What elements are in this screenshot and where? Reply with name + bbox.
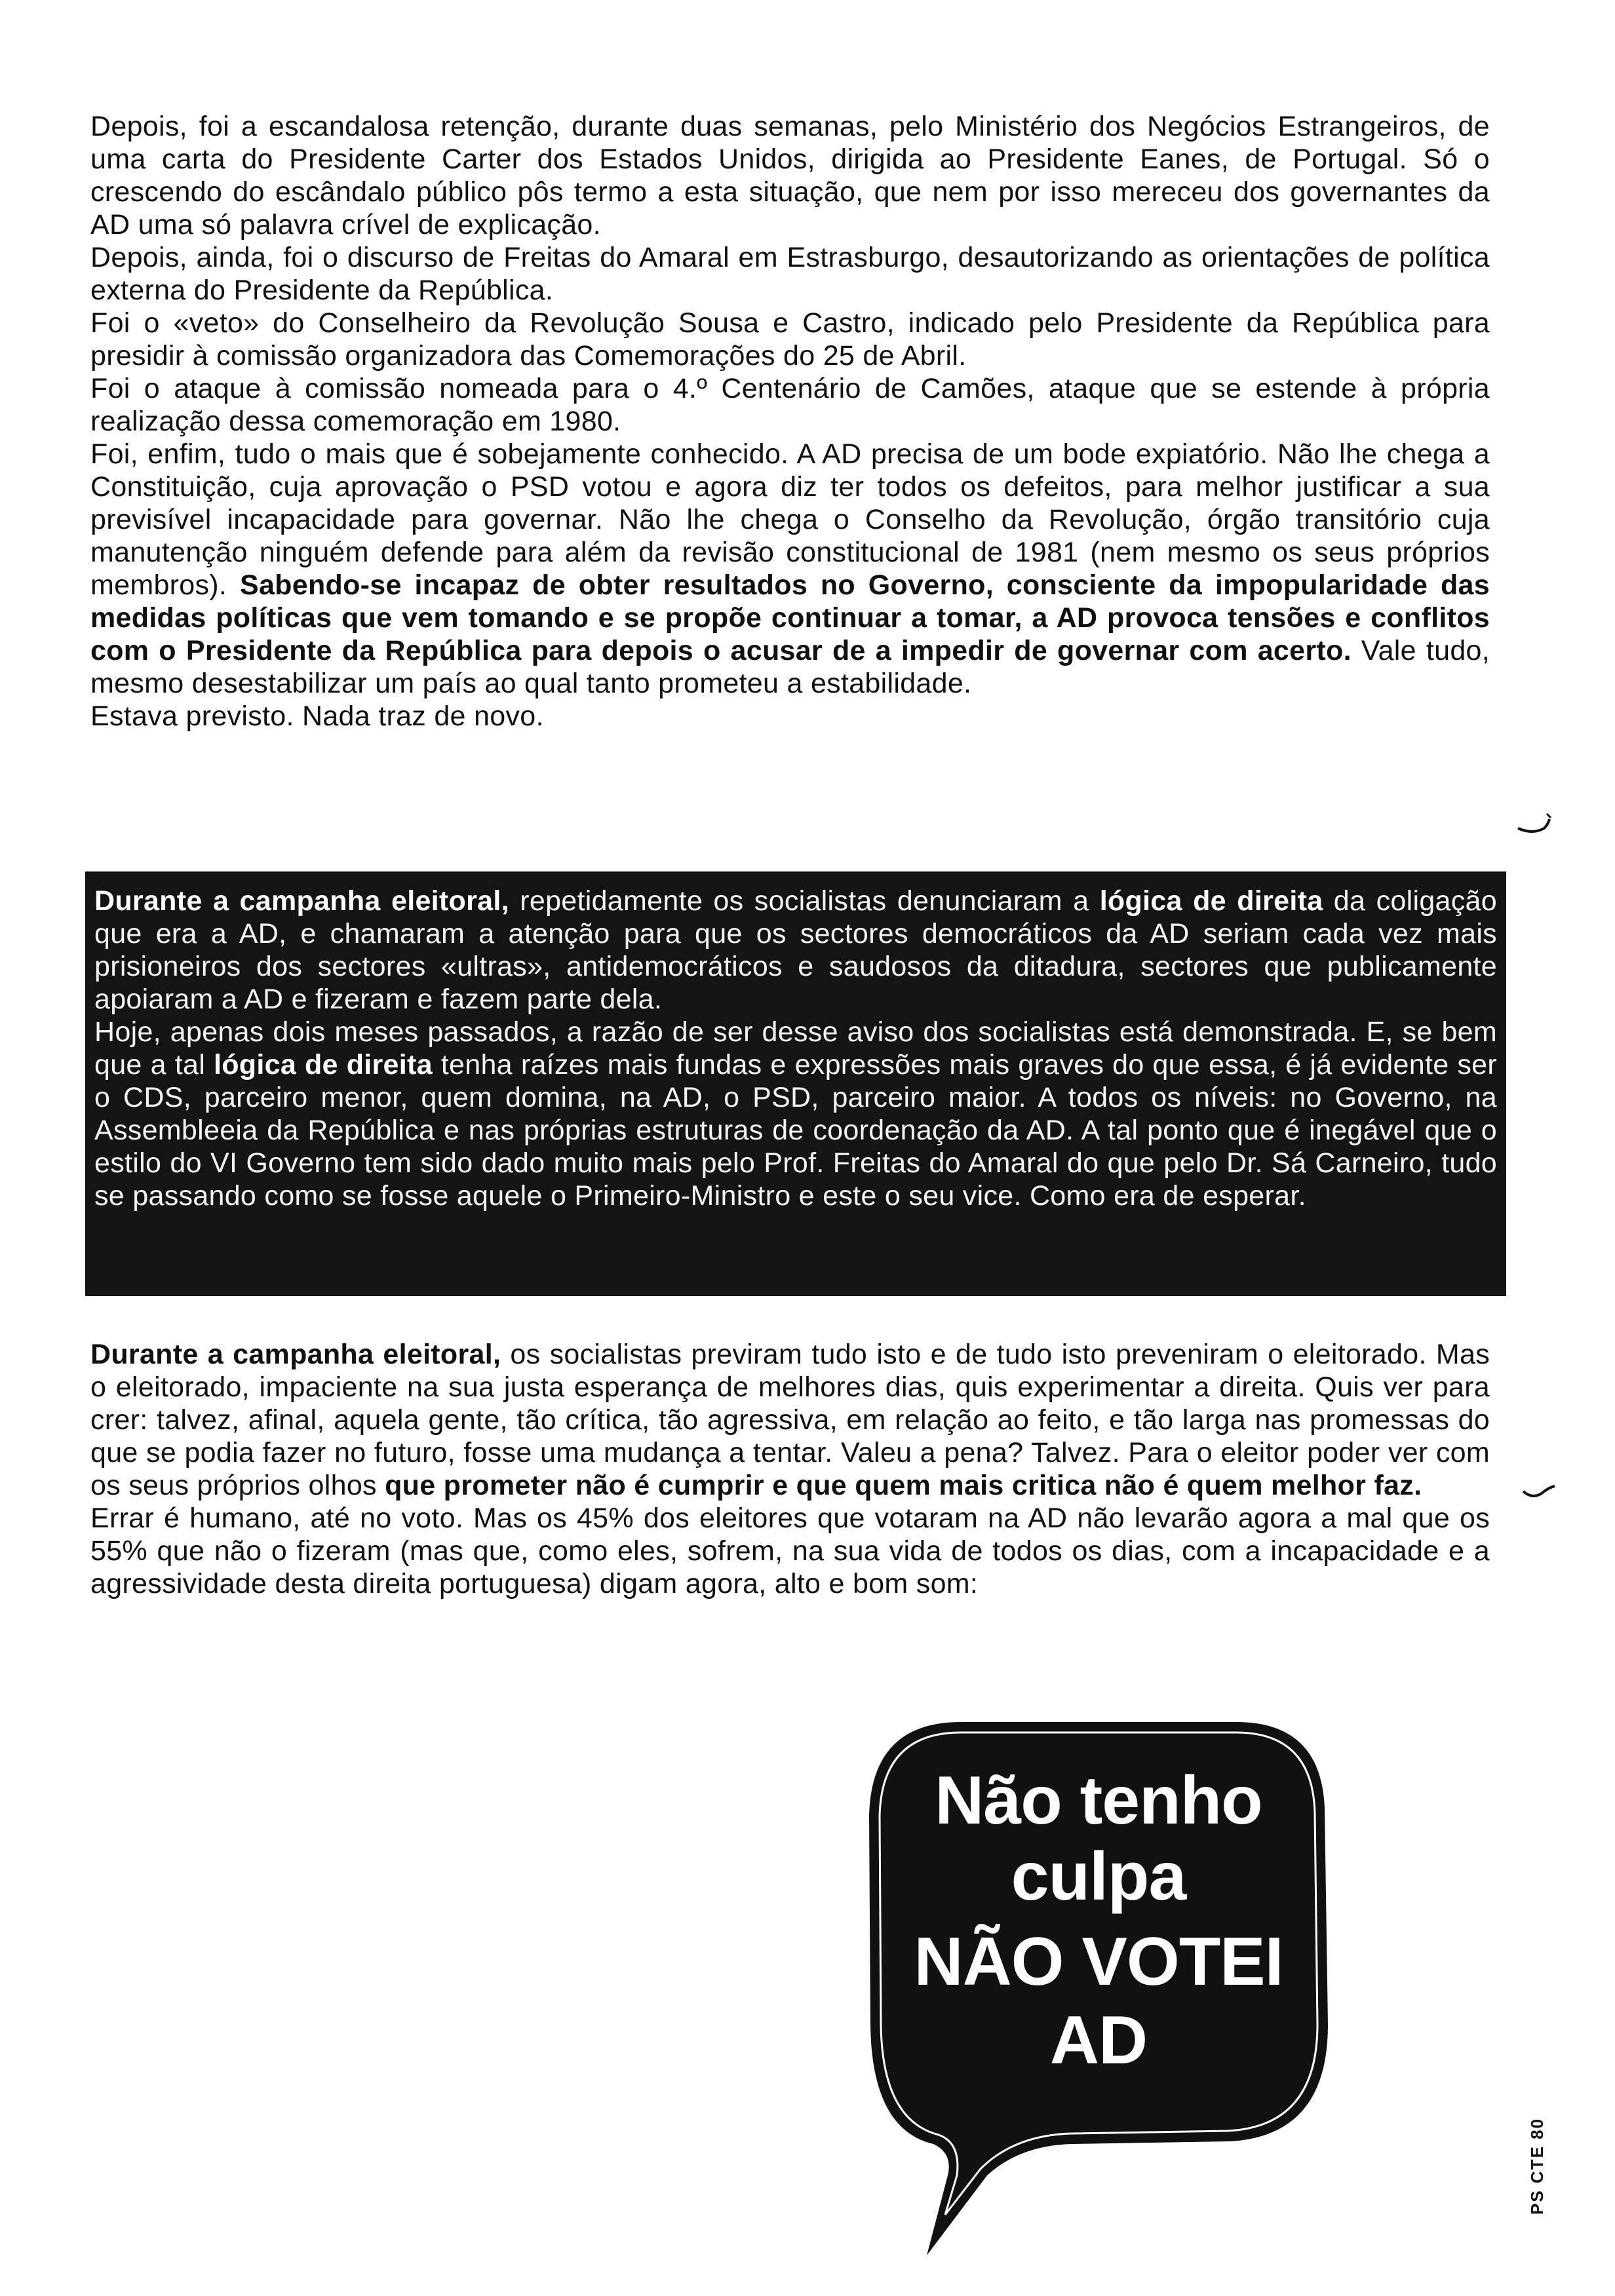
closing-paragraph: Errar é humano, até no voto. Mas os 45% dos eleitores que votaram na AD não levarão agora a mal que os 55% que não o fizeram (mas que, como eles, sofrem, na sua vida de todos os dias, com a incapacidade e a agressividade desta direita portuguesa) digam agora, alto e bom som:: [90, 1502, 1490, 1599]
imprint-code: PS CTE 80: [1527, 2117, 1547, 2215]
intro-paragraph: Foi o «veto» do Conselheiro da Revolução Sousa e Castro, indicado pelo Presidente da República para presidir à comissão organizadora das Comemorações do 25 de Abril.: [90, 307, 1490, 372]
closing-section: [90, 1338, 1490, 1600]
intro-final-bold-text: Sabendo-se incapaz de obter resultados no Governo, consciente da impopularidade das medidas políticas que vem tomando e se propõe continuar a tomar, a AD provoca tensões e conflitos com o Presidente da República para depois o acusar de a impedir de governar com acerto.: [90, 569, 1490, 666]
campaign-highlight-box: [85, 871, 1506, 1296]
slogan-line: AD: [1049, 2002, 1148, 2078]
slogan-line: NÃO VOTEI: [914, 1924, 1283, 2000]
campaign-box-text-segment: da coligação que era a AD, e chamaram a atenção para que os sectores democráticos da AD seriam cada vez mais prisioneiros dos sectores «ultras», antidemocráticos e saudosos da ditadura, sectores que publicamente apoiaram a AD e fizeram e fazem parte dela.: [94, 885, 1497, 1015]
campaign-box-text-segment: repetidamente os socialistas denunciaram a: [509, 885, 1100, 917]
margin-pen-mark: [1515, 805, 1555, 837]
slogan-line: Não tenho: [935, 1763, 1262, 1839]
intro-paragraph: Depois, foi a escandalosa retenção, durante duas semanas, pelo Ministério dos Negócios Estrangeiros, de uma carta do Presidente Carter dos Estados Unidos, dirigida ao Presidente Eanes, de Portugal. Só o crescendo do escândalo público pôs termo a esta situação, que nem por isso mereceu dos governantes da AD uma só palavra crível de explicação.: [90, 111, 1490, 240]
campaign-box-text: [94, 885, 1497, 1212]
margin-pen-mark: [1521, 1478, 1557, 1504]
intro-final-tail-text: Vale tudo, mesmo desestabilizar um país ao qual tanto prometeu a estabilidade.: [90, 635, 1490, 699]
closing-text-segment: os socialistas previram tudo isto e de tudo isto preveniram o eleitorado. Mas o eleitorado, impaciente na sua justa esperança de melhores dias, quis experimentar a direita. Quis ver para crer: talvez, afinal, aquela gente, tão crítica, tão agressiva, em relação ao feito, e tão larga nas promessas do que se podia fazer no futuro, fosse uma mudança a tentar. Valeu a pena? Talvez. Para o eleitor poder ver com os seus próprios olhos: [90, 1339, 1490, 1501]
intro-closing-line: Estava previsto. Nada traz de novo.: [90, 700, 544, 732]
closing-lead: Durante a campanha eleitoral,: [90, 1339, 501, 1370]
closing-bold-phrase: que prometer não é cumprir e que quem mais critica não é quem melhor faz.: [385, 1470, 1422, 1501]
slogan-speech-bubble: [863, 1717, 1334, 2261]
closing-paragraph: [90, 1338, 1490, 1502]
campaign-box-bold-phrase: lógica de direita: [213, 1049, 433, 1081]
campaign-box-text-segment: tenha raízes mais fundas e expressões mais graves do que essa, é já evidente ser o CDS, parceiro menor, quem domina, na AD, o PSD, parceiro maior. A todos os níveis: no Governo, na Assembleeia da República e nas próprias estruturas de coordenação da AD. A tal ponto que é inegável que o estilo do VI Governo tem sido dado muito mais pelo Prof. Freitas do Amaral do que pelo Dr. Sá Carneiro, tudo se passando como se fosse aquele o Primeiro-Ministro e este o seu vice. Como era de esperar.: [94, 1049, 1497, 1212]
campaign-box-lead: Durante a campanha eleitoral,: [94, 885, 509, 917]
campaign-box-paragraph: [94, 1016, 1497, 1212]
slogan-line: culpa: [1011, 1839, 1186, 1915]
intro-section: [90, 110, 1490, 733]
intro-final-paragraph: [90, 438, 1490, 700]
intro-paragraph: Depois, ainda, foi o discurso de Freitas do Amaral em Estrasburgo, desautorizando as orientações de política externa do Presidente da República.: [90, 242, 1490, 306]
intro-paragraph: Foi o ataque à comissão nomeada para o 4.º Centenário de Camões, ataque que se estende à própria realização dessa comemoração em 1980.: [90, 373, 1490, 437]
intro-final-text: Foi, enfim, tudo o mais que é sobejamente conhecido. A AD precisa de um bode expiatório. Não lhe chega a Constituição, cuja aprovação o PSD votou e agora diz ter todos os defeitos, para melhor justificar a sua previsível incapacidade para governar. Não lhe chega o Conselho da Revolução, órgão transitório cuja manutenção ninguém defende para além da revisão constitucional de 1981 (nem mesmo os seus próprios membros).: [90, 438, 1490, 601]
campaign-box-bold-phrase: lógica de direita: [1099, 885, 1323, 917]
campaign-box-text-segment: Hoje, apenas dois meses passados, a razão de ser desse aviso dos socialistas está demonstrada. E, se bem que a tal: [94, 1016, 1497, 1081]
campaign-box-paragraph: [94, 885, 1497, 1016]
